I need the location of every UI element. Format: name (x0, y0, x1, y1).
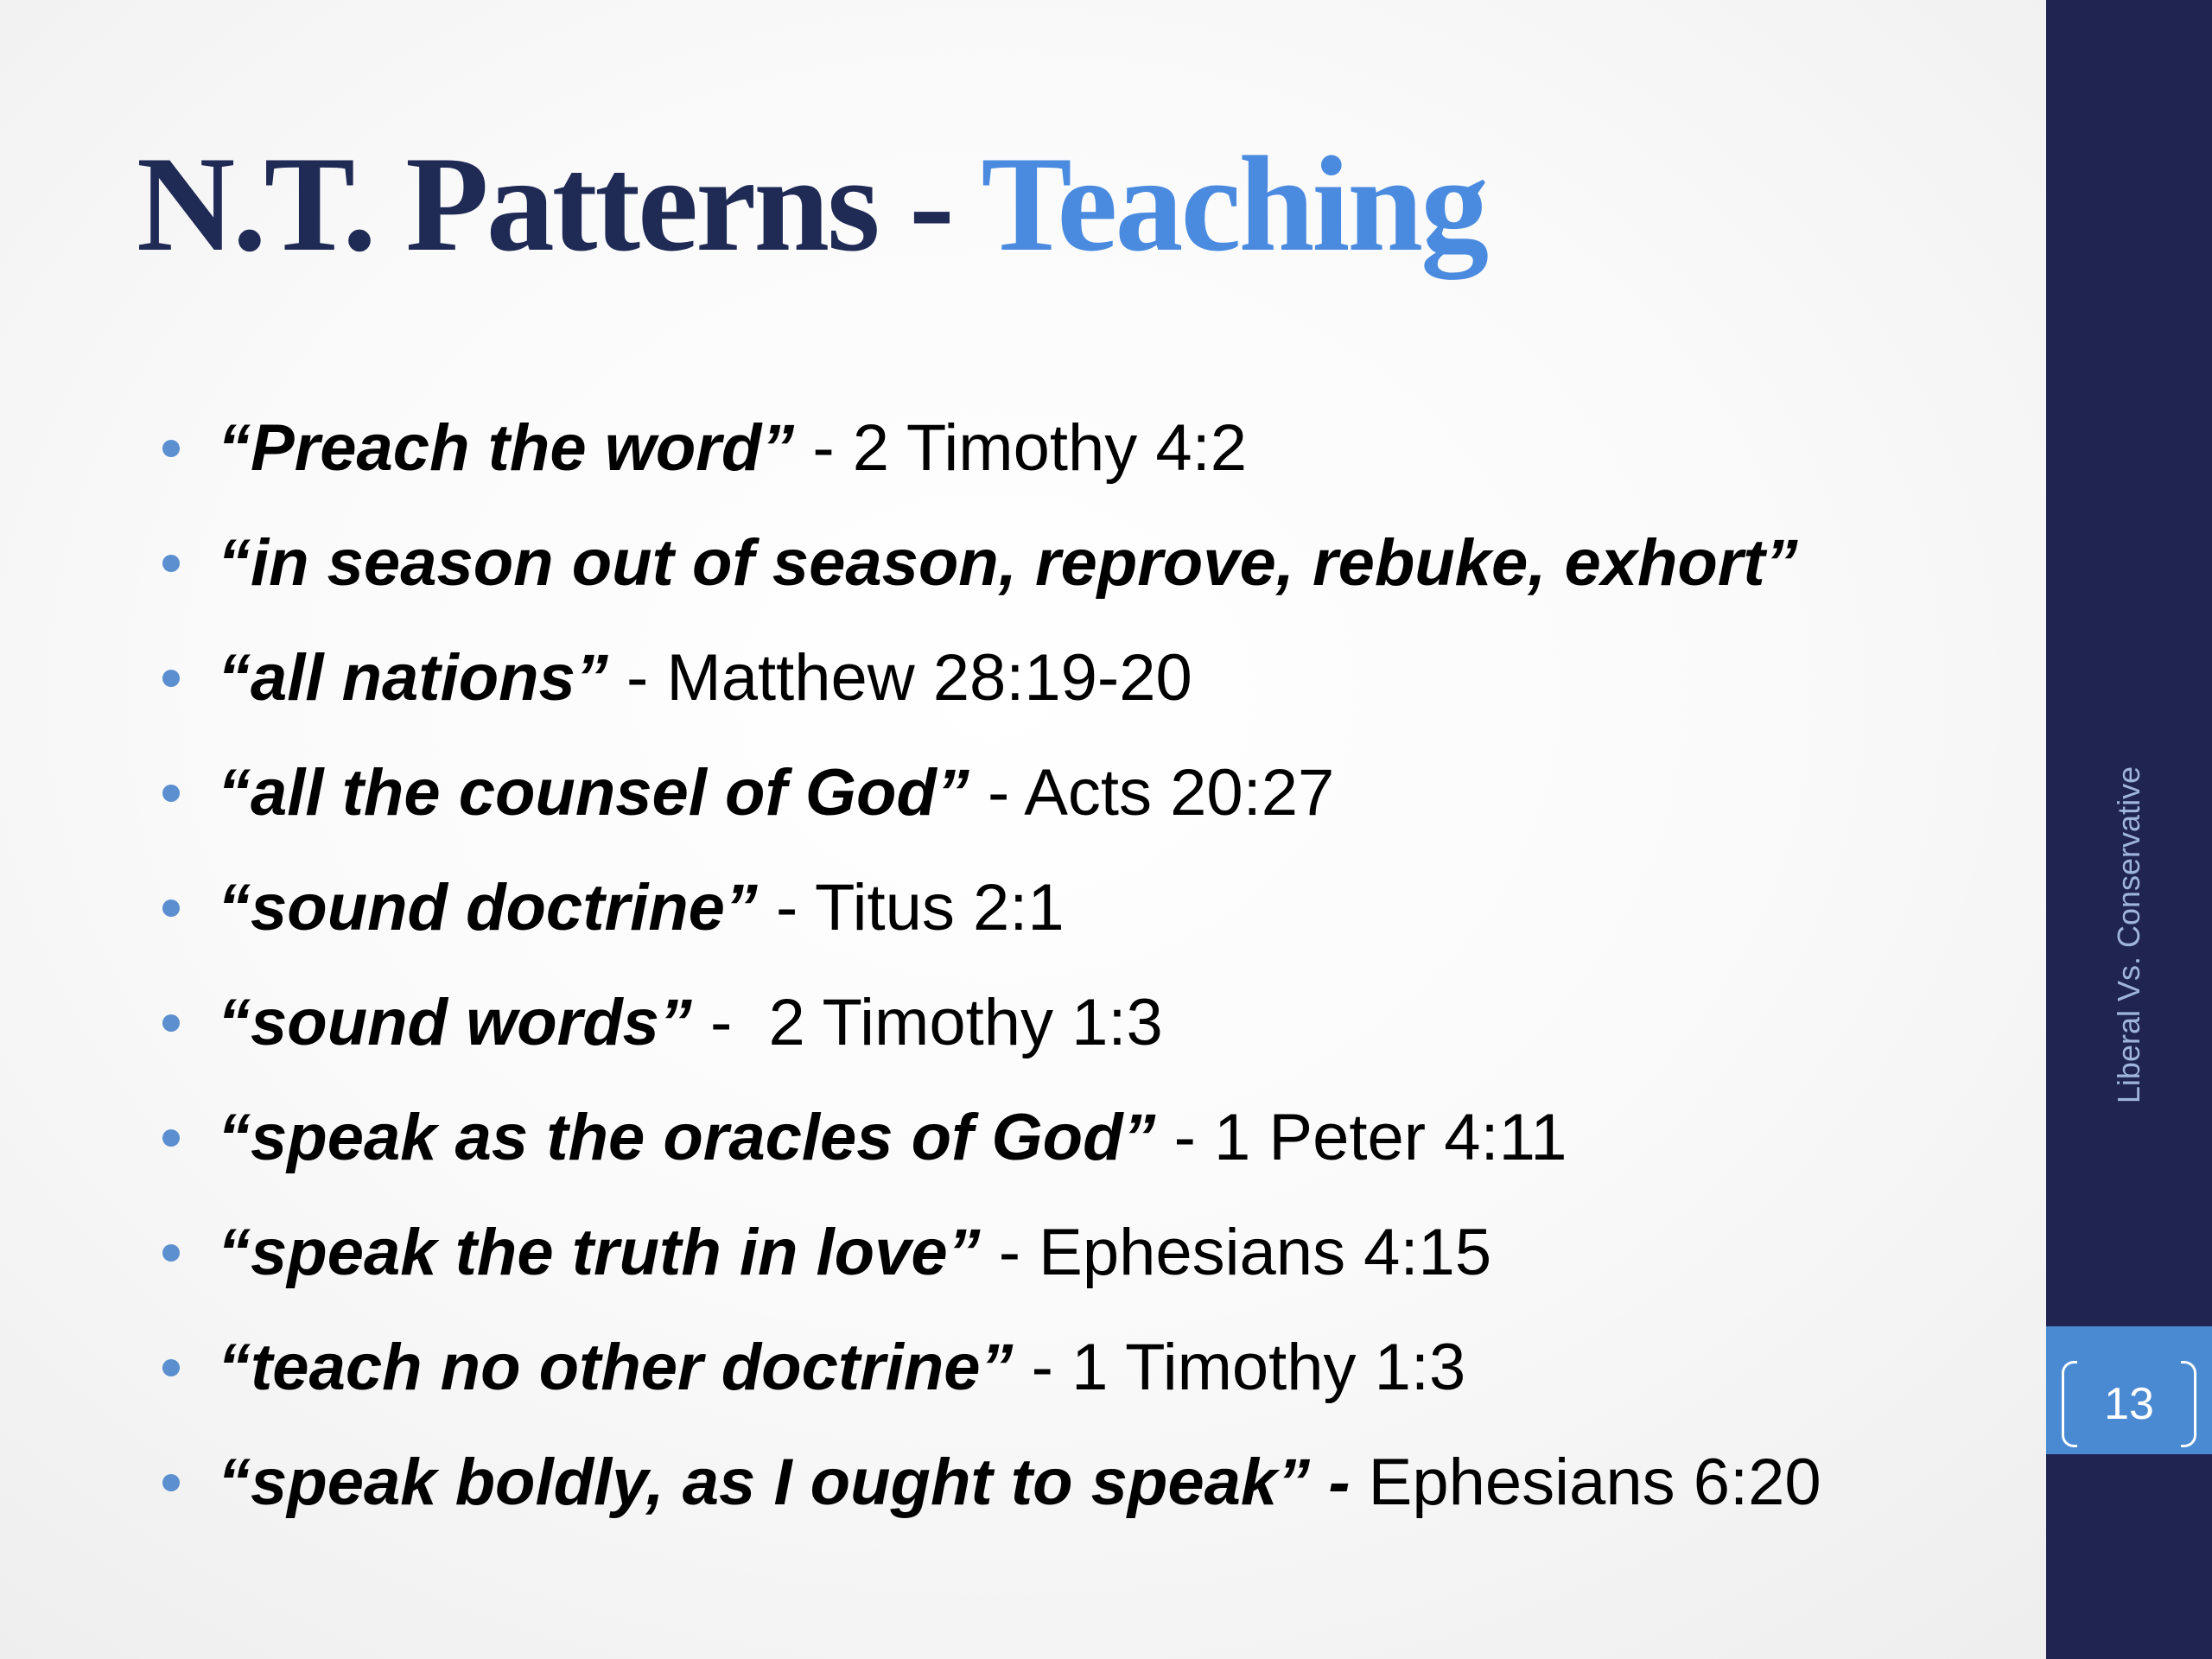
bullet-quote: “sound doctrine” (218, 871, 758, 944)
page-number-box (2046, 1326, 2212, 1454)
bullet-item (156, 979, 1821, 1094)
bullet-list (156, 404, 1821, 1554)
bullet-quote: “speak as the oracles of God” (218, 1101, 1156, 1174)
bullet-quote: “speak boldly, as I ought to speak” - (218, 1446, 1351, 1519)
bullet-dot-icon (162, 1014, 180, 1032)
slide-title (137, 130, 1486, 280)
bullet-item (156, 519, 1821, 634)
page-number: 13 (2104, 1379, 2154, 1429)
bullet-reference: - Acts 20:27 (969, 756, 1335, 830)
bullet-dot-icon (162, 670, 180, 687)
bullet-dot-icon (162, 1474, 180, 1491)
bullet-quote: “sound words” (218, 986, 692, 1059)
bullet-item (156, 1324, 1821, 1439)
bullet-dot-icon (162, 1359, 180, 1376)
sidebar-label: Liberal Vs. Conservative (2111, 766, 2146, 1104)
bullet-dot-icon (162, 1129, 180, 1147)
bullet-reference: - 2 Timothy 1:3 (691, 986, 1163, 1059)
bullet-reference: Ephesians 6:20 (1350, 1446, 1821, 1519)
bullet-reference: - 1 Peter 4:11 (1155, 1101, 1567, 1174)
bullet-item (156, 864, 1821, 979)
bullet-item (156, 749, 1821, 864)
bullet-reference: - Titus 2:1 (757, 871, 1065, 944)
bullet-dot-icon (162, 555, 180, 572)
bullet-dot-icon (162, 899, 180, 917)
bullet-item (156, 1209, 1821, 1324)
bullet-quote: “all nations” (218, 641, 608, 715)
title-accent: Teaching (981, 129, 1487, 280)
bullet-reference: - 1 Timothy 1:3 (1013, 1331, 1466, 1404)
bullet-dot-icon (162, 1244, 180, 1262)
bullet-item (156, 1439, 1821, 1554)
bullet-quote: “Preach the word” (218, 411, 795, 485)
bullet-dot-icon (162, 785, 180, 802)
bullet-item (156, 634, 1821, 749)
bullet-reference: - 2 Timothy 4:2 (794, 411, 1248, 485)
bullet-reference: - Matthew 28:19-20 (607, 641, 1192, 715)
page-number-frame (2062, 1361, 2196, 1451)
bullet-reference: - Ephesians 4:15 (980, 1216, 1492, 1289)
bullet-quote: “all the counsel of God” (218, 756, 969, 830)
bullet-quote: “teach no other doctrine” (218, 1331, 1014, 1404)
bullet-dot-icon (162, 440, 180, 457)
bullet-quote: “in season out of season, reprove, rebuke, exhort” (218, 526, 1798, 600)
bullet-quote: “speak the truth in love” (218, 1216, 981, 1289)
bullet-item (156, 404, 1821, 519)
title-main: N.T. Patterns - (137, 129, 982, 280)
bullet-item (156, 1094, 1821, 1209)
